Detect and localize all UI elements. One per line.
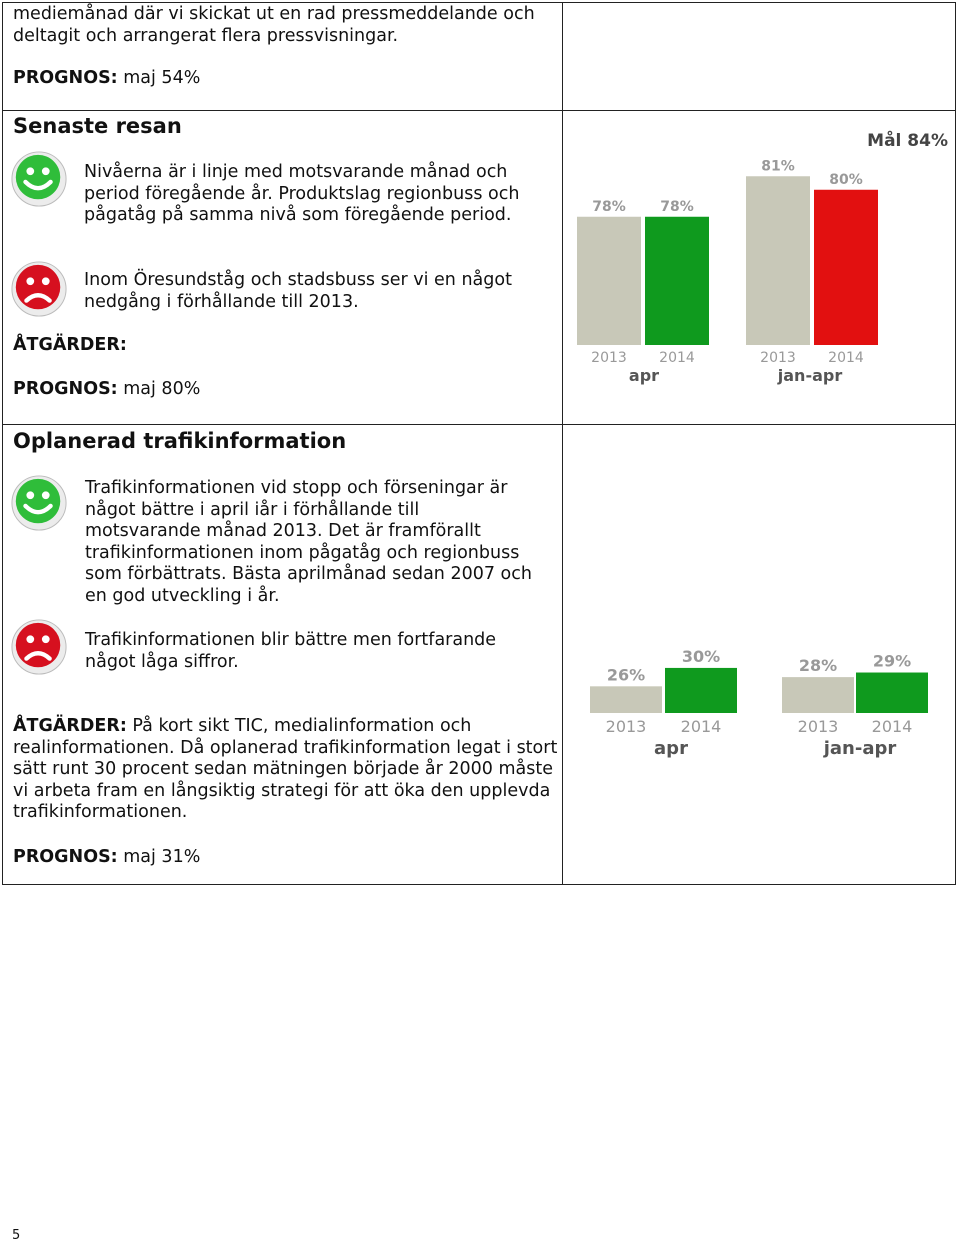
year-label: 2014: [871, 717, 913, 736]
prognos-value: maj 31%: [117, 847, 201, 867]
prognos-label: PROGNOS:: [13, 847, 118, 867]
prognos-label: PROGNOS:: [13, 68, 118, 88]
row1-right-cell: [563, 3, 956, 111]
bar-apr-2014: [645, 217, 709, 345]
atgarder-text: På kort sikt TIC, medialinformation och realinformationen. Då oplanerad trafikinformation legat i stort sätt runt 30 procent sedan mätningen började år 2000 måste vi arbeta fram en långsiktig strategi för att öka den upplevda trafikinformationen.: [13, 716, 558, 822]
year-label: 2014: [680, 717, 722, 736]
row2-atgarder: [13, 335, 127, 357]
section-heading-senaste-resan: Senaste resan: [13, 114, 182, 138]
data-label: 26%: [606, 665, 646, 685]
data-label: 29%: [872, 651, 912, 671]
year-label: 2014: [828, 350, 864, 366]
year-label: 2014: [659, 350, 695, 366]
row2-negative-text: Inom Öresundståg och stadsbuss ser vi en något nedgång i förhållande till 2013.: [84, 270, 512, 312]
row1-text: mediemånad där vi skickat ut en rad pressmeddelande och deltagit och arrangerat flera pressvisningar.: [13, 4, 535, 46]
sad-smiley-icon: [10, 260, 68, 318]
atgarder-label: ÅTGÄRDER:: [13, 335, 127, 355]
bar-apr-2013: [590, 686, 662, 713]
row1-prognos: [13, 68, 200, 90]
data-label: 78%: [660, 198, 694, 215]
group-label: jan-apr: [777, 366, 843, 385]
year-label: 2013: [591, 350, 627, 366]
row3-prognos: [13, 847, 200, 869]
year-label: 2013: [760, 350, 796, 366]
sad-smiley-icon: [10, 618, 68, 676]
prognos-value: maj 54%: [117, 68, 201, 88]
group-label: apr: [654, 738, 688, 759]
group-label: apr: [628, 366, 660, 385]
data-label: 28%: [798, 656, 838, 676]
chart-oplanerad-trafikinformation: [565, 630, 955, 770]
bar-jan-apr-2014: [856, 673, 928, 713]
happy-smiley-icon: [10, 474, 68, 532]
data-label: 78%: [592, 198, 626, 215]
row2-positive-text: Nivåerna är i linje med motsvarande månad och period föregående år. Produktslag regionbuss och pågatåg på samma nivå som föregående period.: [84, 162, 520, 225]
row3-positive-text: Trafikinformationen vid stopp och förseningar är något bättre i april iår i förhållande till motsvarande månad 2013. Det är framförallt trafikinformationen inom pågatåg och regionbuss som förbättrats. Bästa aprilmånad sedan 2007 och en god utveckling i år.: [85, 478, 532, 606]
bar-apr-2014: [665, 668, 737, 713]
goal-label: Mål 84%: [867, 131, 948, 151]
bar-jan-apr-2013: [782, 677, 854, 713]
data-label: 81%: [761, 158, 795, 175]
atgarder-label: ÅTGÄRDER:: [13, 716, 127, 736]
year-label: 2013: [797, 717, 839, 736]
bar-jan-apr-2014: [814, 190, 878, 345]
bar-apr-2013: [577, 217, 641, 345]
chart-senaste-resan: [565, 115, 955, 395]
data-label: 80%: [829, 171, 863, 188]
prognos-value: maj 80%: [117, 379, 201, 399]
data-label: 30%: [681, 646, 721, 666]
bar-jan-apr-2013: [746, 176, 810, 345]
row3-atgarder: [13, 716, 558, 824]
prognos-label: PROGNOS:: [13, 379, 118, 399]
row3-negative-text: Trafikinformationen blir bättre men fortfarande något låga siffror.: [85, 630, 497, 672]
page-number: 5: [12, 1228, 21, 1243]
happy-smiley-icon: [10, 150, 68, 208]
row2-left-cell: [3, 111, 563, 425]
row2-prognos: [13, 379, 200, 401]
year-label: 2013: [605, 717, 647, 736]
section-heading-oplanerad-trafikinformation: Oplanerad trafikinformation: [13, 429, 347, 453]
group-label: jan-apr: [823, 738, 897, 759]
